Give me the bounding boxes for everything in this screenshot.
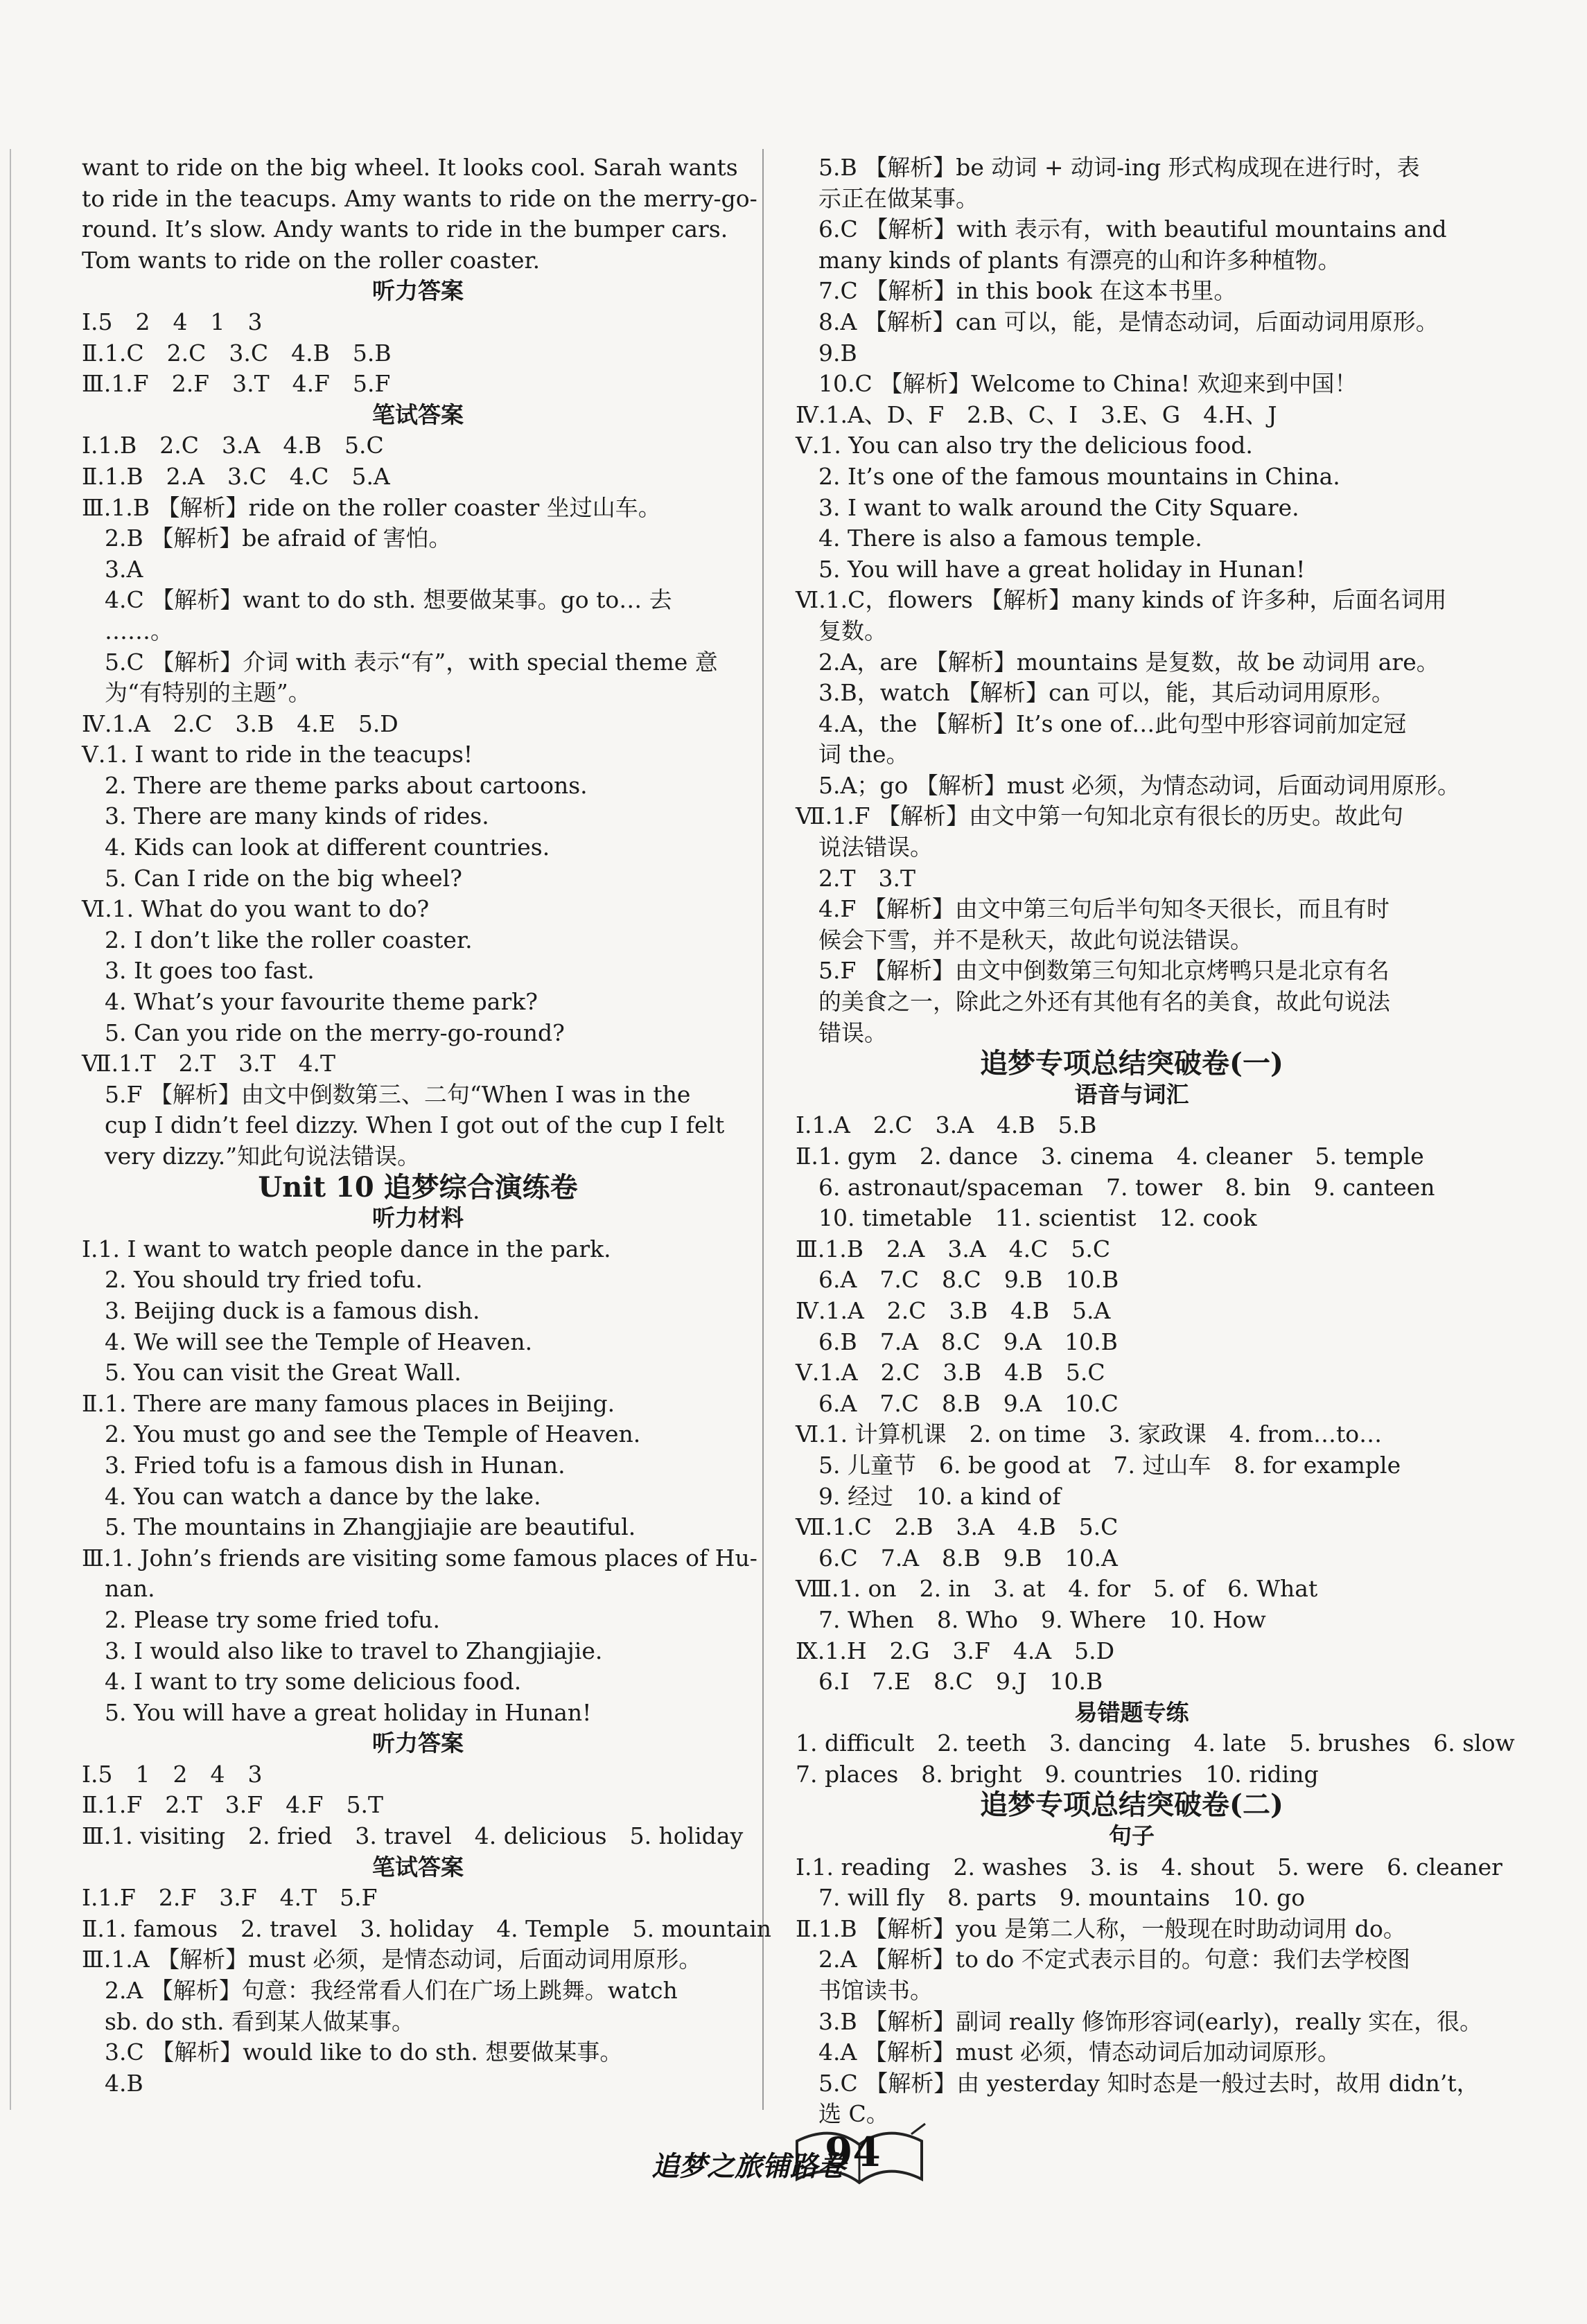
answer-line: 2.A 【解析】句意：我经常看人们在广场上跳舞。watch (82, 1977, 678, 2005)
answer-line: 4. Kids can look at different countries. (82, 834, 550, 861)
answer-line: 4.B (82, 2069, 143, 2097)
answer-line: Ⅱ.1.B 【解析】you 是第二人称，一般现在时助动词用 do。 (796, 1914, 1406, 1942)
answer-line: Ⅰ.1.A 2.C 3.A 4.B 5.B (796, 1111, 1097, 1139)
answer-line: 5.F 【解析】由文中倒数第三、二句“When I was in the (82, 1080, 691, 1108)
answer-line: Ⅴ.1. I want to ride in the teacups! (82, 741, 473, 768)
answer-line: Ⅱ.1. famous 2. travel 3. holiday 4. Temple 5. mountain (82, 1914, 772, 1942)
answer-line: 示正在做某事。 (796, 184, 979, 212)
answer-line: 7. places 8. bright 9. countries 10. riding (796, 1760, 1319, 1788)
answer-line: 4.A，the 【解析】It’s one of…此句型中形容词前加定冠 (796, 710, 1407, 737)
column-divider (762, 149, 764, 2110)
answer-line: Ⅱ.1. gym 2. dance 3. cinema 4. cleaner 5. temple (796, 1143, 1424, 1170)
answer-line: Ⅷ.1. on 2. in 3. at 4. for 5. of 6. What (796, 1575, 1318, 1603)
answer-line: Ⅲ.1.B 【解析】ride on the roller coaster 坐过山车。 (82, 493, 661, 521)
subheading: 笔试答案 (372, 400, 464, 428)
subheading: 听力答案 (372, 277, 464, 305)
answer-line: 5.A；go 【解析】must 必须，为情态动词，后面动词用原形。 (796, 771, 1461, 799)
answer-line: Tom wants to ride on the roller coaster. (82, 246, 541, 274)
answer-line: sb. do sth. 看到某人做某事。 (82, 2007, 414, 2035)
answer-line: 10.C 【解析】Welcome to China! 欢迎来到中国！ (796, 370, 1358, 398)
answer-line: 4.A 【解析】must 必须，情态动词后加动词原形。 (796, 2039, 1341, 2066)
answer-line: 4. What’s your favourite theme park? (82, 988, 538, 1016)
answer-line: 2. You must go and see the Temple of Heaven. (82, 1420, 641, 1448)
right-column (796, 152, 1515, 2130)
answer-line: 4.F 【解析】由文中第三句后半句知冬天很长，而且有时 (796, 895, 1389, 923)
answer-line: Ⅲ.1. John’s friends are visiting some famous places of Hu- (82, 1544, 757, 1572)
subheading: 听力材料 (372, 1204, 464, 1232)
answer-line: 候会下雪，并不是秋天，故此句说法错误。 (796, 926, 1253, 953)
answer-line: Ⅰ.1. I want to watch people dance in the park. (82, 1235, 611, 1262)
answer-line: very dizzy.”知此句说法错误。 (82, 1143, 421, 1170)
answer-line: 4. I want to try some delicious food. (82, 1668, 522, 1696)
answer-line: Ⅸ.1.H 2.G 3.F 4.A 5.D (796, 1637, 1115, 1664)
answer-line: 7. will fly 8. parts 9. mountains 10. go (796, 1884, 1306, 1912)
answer-line: Ⅴ.1.A 2.C 3.B 4.B 5.C (796, 1359, 1105, 1387)
answer-line: 7. When 8. Who 9. Where 10. How (796, 1605, 1266, 1633)
answer-line: 5.C 【解析】介词 with 表示“有”，with special theme 意 (82, 648, 718, 676)
answer-line: 4.C 【解析】want to do sth. 想要做某事。go to… 去 (82, 586, 672, 614)
subheading: 句子 (1109, 1822, 1155, 1850)
answer-line: 3.C 【解析】would like to do sth. 想要做某事。 (82, 2039, 623, 2066)
answer-line: cup I didn’t feel dizzy. When I got out of the cup I felt (82, 1111, 725, 1139)
answer-line: 2. There are theme parks about cartoons. (82, 771, 588, 799)
left-margin-rule (10, 149, 11, 2110)
answer-line: 6.I 7.E 8.C 9.J 10.B (796, 1668, 1103, 1696)
answer-line: 6.C 7.A 8.B 9.B 10.A (796, 1544, 1118, 1572)
answer-line: Ⅱ.1. There are many famous places in Beijing. (82, 1389, 615, 1417)
answer-line: 2.T 3.T (796, 864, 915, 892)
left-column (82, 152, 772, 2099)
answer-line: Ⅲ.1.A 【解析】must 必须，是情态动词，后面动词用原形。 (82, 1946, 702, 1973)
answer-line: 3. There are many kinds of rides. (82, 802, 489, 830)
section-title: Unit 10 追梦综合演练卷 (258, 1170, 578, 1204)
answer-line: Ⅶ.1.T 2.T 3.T 4.T (82, 1050, 336, 1077)
answer-line: to ride in the teacups. Amy wants to ride on the merry-go- (82, 184, 757, 212)
answer-line: 书馆读书。 (796, 1977, 933, 2005)
answer-line: round. It’s slow. Andy wants to ride in the bumper cars. (82, 215, 728, 243)
answer-line: 选 C。 (796, 2100, 889, 2128)
answer-line: Ⅵ.1. What do you want to do? (82, 895, 430, 923)
answer-line: 2.A，are 【解析】mountains 是复数，故 be 动词用 are。 (796, 648, 1439, 676)
answer-line: 1. difficult 2. teeth 3. dancing 4. late 5. brushes 6. slow (796, 1729, 1515, 1757)
answer-line: 3. Beijing duck is a famous dish. (82, 1296, 480, 1324)
answer-line: 3. I want to walk around the City Square. (796, 493, 1299, 521)
answer-line: Ⅶ.1.C 2.B 3.A 4.B 5.C (796, 1513, 1119, 1541)
page-footer (624, 2113, 984, 2190)
answer-line: 4. We will see the Temple of Heaven. (82, 1328, 533, 1355)
answer-line: 2. I don’t like the roller coaster. (82, 926, 473, 953)
answer-line: Ⅱ.1.B 2.A 3.C 4.C 5.A (82, 462, 390, 490)
answer-line: Ⅰ.1. reading 2. washes 3. is 4. shout 5. were 6. cleaner (796, 1853, 1502, 1881)
answer-line: 6. astronaut/spaceman 7. tower 8. bin 9. canteen (796, 1173, 1435, 1201)
answer-line: 说法错误。 (796, 834, 933, 861)
answer-line: 8.A 【解析】can 可以，能，是情态动词，后面动词用原形。 (796, 308, 1439, 335)
answer-line: 的美食之一，除此之外还有其他有名的美食，故此句说法 (796, 988, 1390, 1016)
answer-line: 3. Fried tofu is a famous dish in Hunan. (82, 1451, 565, 1479)
answer-line: 9.B (796, 339, 857, 367)
answer-line: 2.A 【解析】to do 不定式表示目的。句意：我们去学校图 (796, 1946, 1410, 1973)
answer-line: 4. You can watch a dance by the lake. (82, 1482, 541, 1510)
answer-line: want to ride on the big wheel. It looks cool. Sarah wants (82, 154, 738, 181)
answer-line: Ⅰ.1.F 2.F 3.F 4.T 5.F (82, 1884, 378, 1912)
answer-line: 2. Please try some fried tofu. (82, 1605, 440, 1633)
answer-line: 3.B，watch 【解析】can 可以，能，其后动词用原形。 (796, 679, 1395, 707)
answer-line: 复数。 (796, 617, 887, 644)
answer-line: 5.B 【解析】be 动词 + 动词-ing 形式构成现在进行时，表 (796, 154, 1420, 181)
answer-line: 5.C 【解析】由 yesterday 知时态是一般过去时，故用 didn’t， (796, 2069, 1480, 2097)
answer-line: 3. I would also like to travel to Zhangjiajie. (82, 1637, 603, 1664)
answer-line: nan. (82, 1575, 155, 1603)
brand-logo-text: 追梦之旅铺路卷 (651, 2150, 845, 2183)
subheading: 语音与词汇 (1074, 1080, 1189, 1108)
answer-line: 错误。 (796, 1019, 887, 1046)
answer-line: 5. You can visit the Great Wall. (82, 1359, 462, 1387)
answer-line: 6.C 【解析】with 表示有，with beautiful mountains and (796, 215, 1447, 243)
answer-line: many kinds of plants 有漂亮的山和许多种植物。 (796, 246, 1341, 274)
answer-line: 2. You should try fried tofu. (82, 1266, 423, 1294)
answer-line: 词 the。 (796, 741, 909, 768)
answer-line: Ⅳ.1.A 2.C 3.B 4.E 5.D (82, 710, 398, 737)
answer-line: Ⅲ.1. visiting 2. fried 3. travel 4. delicious 5. holiday (82, 1822, 744, 1850)
subheading: 听力答案 (372, 1729, 464, 1757)
section-title: 追梦专项总结突破卷(一) (980, 1047, 1283, 1080)
answer-line: 5. You will have a great holiday in Hunan! (796, 555, 1306, 583)
answer-line: Ⅲ.1.F 2.F 3.T 4.F 5.F (82, 370, 391, 398)
answer-line: 9. 经过 10. a kind of (796, 1482, 1061, 1510)
section-title: 追梦专项总结突破卷(二) (980, 1788, 1283, 1822)
page-number: 94 (825, 2129, 881, 2176)
answer-line: 5. 儿童节 6. be good at 7. 过山车 8. for example (796, 1451, 1401, 1479)
answer-line: Ⅳ.1.A 2.C 3.B 4.B 5.A (796, 1296, 1111, 1324)
subheading: 笔试答案 (372, 1853, 464, 1881)
answer-line: 5. The mountains in Zhangjiajie are beautiful. (82, 1513, 636, 1541)
answer-line: 10. timetable 11. scientist 12. cook (796, 1204, 1257, 1232)
answer-line: Ⅳ.1.A、D、F 2.B、C、I 3.E、G 4.H、J (796, 400, 1277, 428)
subheading: 易错题专练 (1074, 1698, 1189, 1726)
answer-line: Ⅵ.1.C，flowers 【解析】many kinds of 许多种，后面名词用 (796, 586, 1447, 614)
answer-line: 为“有特别的主题”。 (82, 679, 311, 707)
answer-line: 2. It’s one of the famous mountains in China. (796, 462, 1340, 490)
answer-line: 3. It goes too fast. (82, 957, 315, 985)
answer-line: Ⅱ.1.C 2.C 3.C 4.B 5.B (82, 339, 392, 367)
answer-line: Ⅵ.1. 计算机课 2. on time 3. 家政课 4. from…to… (796, 1420, 1383, 1448)
answer-line: 2.B 【解析】be afraid of 害怕。 (82, 525, 452, 552)
answer-line: Ⅱ.1.F 2.T 3.F 4.F 5.T (82, 1791, 384, 1819)
answer-line: 3.B 【解析】副词 really 修饰形容词(early)，really 实在，很。 (796, 2007, 1483, 2035)
answer-line: Ⅰ.1.B 2.C 3.A 4.B 5.C (82, 432, 384, 459)
answer-line: 6.A 7.C 8.C 9.B 10.B (796, 1266, 1119, 1294)
answer-line: 5. You will have a great holiday in Hunan! (82, 1698, 592, 1726)
answer-line: 6.A 7.C 8.B 9.A 10.C (796, 1389, 1119, 1417)
answer-line: Ⅴ.1. You can also try the delicious food. (796, 432, 1253, 459)
answer-line: Ⅶ.1.F 【解析】由文中第一句知北京有很长的历史。故此句 (796, 802, 1403, 830)
answer-line: ……。 (82, 617, 173, 644)
answer-line: 7.C 【解析】in this book 在这本书里。 (796, 277, 1237, 305)
answer-line: 5. Can you ride on the merry-go-round? (82, 1019, 565, 1046)
answer-line: 3.A (82, 555, 143, 583)
answer-line: Ⅰ.5 2 4 1 3 (82, 308, 263, 335)
answer-line: 4. There is also a famous temple. (796, 525, 1202, 552)
answer-line: 5.F 【解析】由文中倒数第三句知北京烤鸭只是北京有名 (796, 957, 1389, 985)
answer-line: 6.B 7.A 8.C 9.A 10.B (796, 1328, 1118, 1355)
answer-line: Ⅰ.5 1 2 4 3 (82, 1760, 263, 1788)
answer-line: 5. Can I ride on the big wheel? (82, 864, 462, 892)
answer-line: Ⅲ.1.B 2.A 3.A 4.C 5.C (796, 1235, 1111, 1262)
